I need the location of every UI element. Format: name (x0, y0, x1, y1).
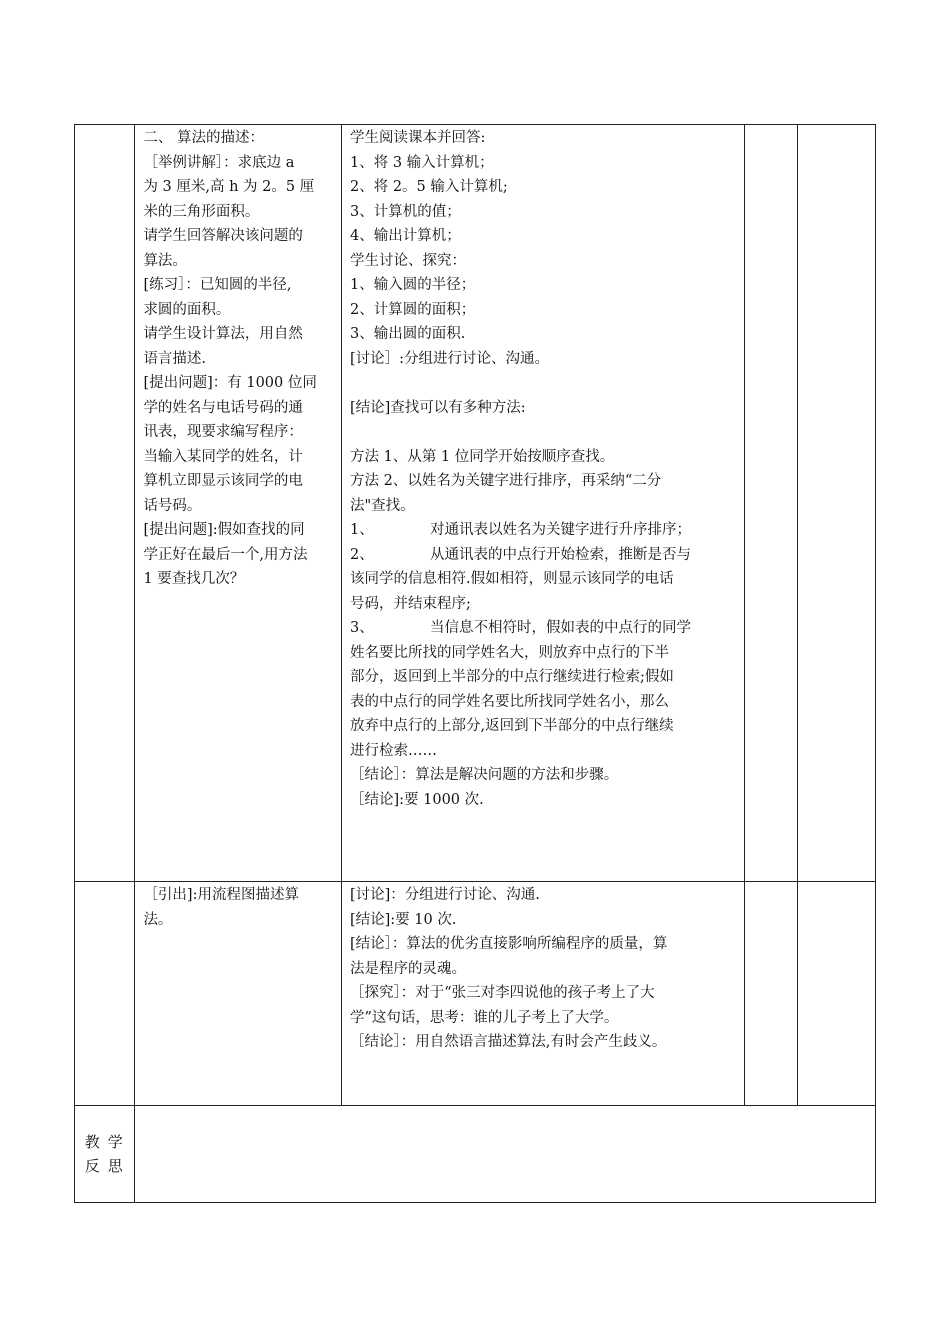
step-number: 3、 (349, 620, 374, 636)
text-line: 学生讨论、探究： (349, 252, 466, 269)
text-line: 语言描述. (143, 350, 207, 367)
step-number: 2、 (349, 546, 374, 563)
lesson-plan-table (74, 124, 876, 1203)
text-line: 1、输入圆的半径； (349, 277, 476, 293)
empty-cell (745, 125, 798, 882)
student-activity-text (342, 125, 744, 812)
reflection-label: 反思 (84, 1157, 131, 1175)
reflection-content-cell (135, 1106, 876, 1203)
text-line: 请学生设计算法，用自然 (143, 326, 303, 342)
reflection-label: 教学 (84, 1133, 131, 1151)
text-line: 该同学的信息相符.假如相符，则显示该同学的电话 (349, 571, 674, 587)
text-line: 方法 2、以姓名为关键字进行排序，再采纳“二分 (349, 473, 662, 489)
text-line: 当输入某同学的姓名，计 (143, 448, 303, 465)
text-line: 算法。 (143, 252, 187, 269)
text-line: 求圆的面积。 (143, 301, 231, 318)
text-line: ［结论]:要 1000 次. (349, 791, 484, 808)
text-line: 进行检索…… (349, 742, 437, 759)
text-line: [练习］：已知圆的半径, (143, 277, 292, 293)
text-line: 法。 (143, 911, 173, 928)
text-line: 表的中点行的同学姓名要比所找同学姓名小，那么 (349, 693, 669, 710)
text-line: ［结论］：算法是解决问题的方法和步骤。 (349, 767, 619, 783)
text-line: [提出问题]:假如查找的同 (143, 522, 305, 538)
teacher-activity-text (135, 882, 341, 932)
text-line: 部分，返回到上半部分的中点行继续进行检索;假如 (349, 669, 674, 685)
student-activity-cell (341, 882, 744, 1106)
text-line: 法是程序的灵魂。 (349, 960, 466, 977)
step-number: 1、 (349, 522, 374, 538)
empty-cell (798, 882, 876, 1106)
text-line: ［结论］：用自然语言描述算法,有时会产生歧义。 (349, 1034, 667, 1050)
table-row (75, 1106, 876, 1203)
text-line: 3、计算机的值； (349, 203, 461, 220)
text-line (350, 420, 738, 445)
text-line: [结论]查找可以有多种方法: (349, 399, 526, 416)
text-line: [结论］：算法的优劣直接影响所编程序的质量，算 (349, 936, 668, 952)
text-line: [讨论］:分组进行讨论、沟通。 (349, 350, 550, 367)
step-text: 当信息不相符时，假如表的中点行的同学 (429, 620, 691, 636)
text-line: 2、计算圆的面积； (349, 301, 476, 318)
text-line: ［引出]:用流程图描述算 (143, 887, 299, 903)
text-line: 请学生回答解决该问题的 (143, 228, 303, 244)
text-line: 姓名要比所找的同学姓名大，则放弃中点行的下半 (349, 644, 669, 661)
text-line: 法"查找。 (349, 497, 415, 514)
text-line: 1 要查找几次？ (143, 571, 245, 587)
teacher-activity-text (135, 125, 341, 592)
text-line: 讯表，现要求编写程序： (143, 424, 303, 440)
student-activity-text (342, 882, 744, 1055)
stage-cell (75, 125, 135, 882)
text-line: [讨论]：分组进行讨论、沟通. (349, 887, 540, 903)
text-line: ［举例讲解］：求底边 a (143, 154, 295, 171)
teacher-activity-cell (135, 882, 342, 1106)
step-text: 从通讯表的中点行开始检索，推断是否与 (429, 546, 691, 563)
text-line: 号码，并结束程序; (349, 595, 471, 612)
text-line: 算机立即显示该同学的电 (143, 473, 303, 489)
stage-cell (75, 882, 135, 1106)
table-row (75, 882, 876, 1106)
text-line: [结论]:要 10 次. (349, 911, 457, 928)
text-line: ［探究］：对于“张三对李四说他的孩子考上了大 (349, 985, 655, 1001)
text-line: 3、输出圆的面积. (349, 326, 466, 342)
step-line (350, 543, 738, 568)
text-line: 学生阅读课本并回答: (349, 130, 486, 146)
text-line: 学的姓名与电话号码的通 (143, 399, 303, 416)
reflection-label-cell (75, 1106, 135, 1203)
text-line: 话号码。 (143, 497, 202, 514)
step-text: 对通讯表以姓名为关键字进行升序排序； (429, 522, 691, 538)
table-row (75, 125, 876, 882)
text-line: 学正好在最后一个,用方法 (143, 546, 308, 563)
step-line (350, 616, 738, 641)
empty-cell (745, 882, 798, 1106)
text-line: 二、 算法的描述： (143, 130, 265, 146)
empty-cell (798, 125, 876, 882)
text-line: 放弃中点行的上部分,返回到下半部分的中点行继续 (349, 718, 674, 734)
step-line (350, 518, 738, 543)
text-line: [提出问题]：有 1000 位同 (143, 375, 317, 391)
text-line (350, 371, 738, 396)
text-line: 1、将 3 输入计算机； (349, 154, 494, 171)
text-line: 4、输出计算机； (349, 228, 461, 244)
text-line: 米的三角形面积。 (143, 203, 260, 220)
text-line: 学”这句话，思考：谁的儿子考上了大学。 (349, 1009, 619, 1026)
text-line: 2、将 2。5 输入计算机; (349, 179, 508, 195)
teacher-activity-cell (135, 125, 342, 882)
text-line: 为 3 厘米,高 h 为 2。5 厘 (143, 179, 315, 195)
text-line: 方法 1、从第 1 位同学开始按顺序查找。 (349, 448, 615, 465)
student-activity-cell (341, 125, 744, 882)
